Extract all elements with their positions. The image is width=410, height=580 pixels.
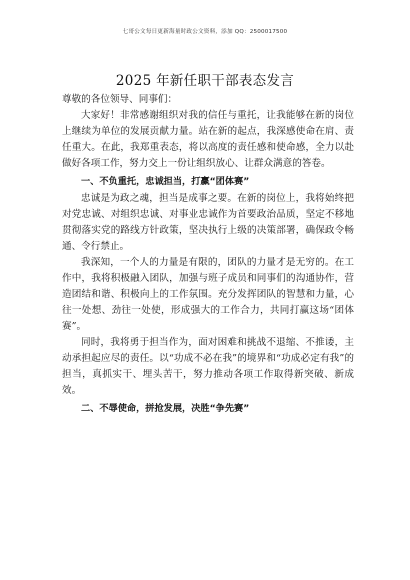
section-heading-1: 一、不负重托，忠诚担当，打赢“团体赛” [81, 176, 250, 187]
paragraph-opening: 大家好！非常感谢组织对我的信任与重托，让我能够在新的岗位上继续为单位的发展贡献力量。站在新的起点，我深感使命在肩、责任重大。在此，我郑重表态，将以高度的责任感和使命感，全力以赴做好各项工作，努力交上一份让组织放心、让群众满意的答卷。 [62, 110, 354, 169]
document-title: 2025 年新任职干部表态发言 [115, 73, 295, 89]
salutation: 尊敬的各位领导、同事们： [62, 94, 178, 105]
paragraph-loyalty: 忠诚是为政之魂，担当是成事之要。在新的岗位上，我将始终把对党忠诚、对组织忠诚、对事业忠诚作为首要政治品质，坚定不移地贯彻落实党的路线方针政策，坚决执行上级的决策部署，确保政令畅通、令行禁止。 [62, 193, 354, 252]
paragraph-responsibility: 同时，我将勇于担当作为，面对困难和挑战不退缩、不推诿，主动承担起应尽的责任。以“功成不必在我”的境界和“功成必定有我”的担当，真抓实干、埋头苦干，努力推动各项工作取得新突破、新成效。 [62, 337, 354, 396]
section-heading-2: 二、不辱使命，拼抢发展，决胜“争先赛” [81, 403, 250, 414]
paragraph-teamwork: 我深知，一个人的力量是有限的，团队的力量才是无穷的。在工作中，我将积极融入团队，加强与班子成员和同事们的沟通协作，营造团结和谐、积极向上的工作氛围。充分发挥团队的智慧和力量，心往一处想、劲往一处使，形成强大的工作合力，共同打赢这场“团体赛”。 [62, 257, 354, 332]
header-note: 七哥公文每日更新海量时政公文资料，添加 QQ：2500017500 [122, 29, 288, 35]
document-body [62, 92, 354, 418]
